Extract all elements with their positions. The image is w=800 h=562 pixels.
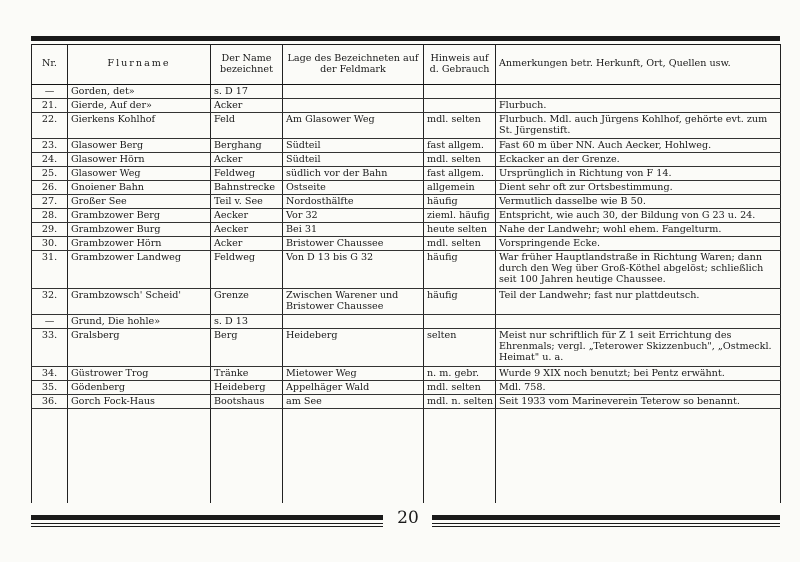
row-anmerkungen: Seit 1933 vom Marineverein Teterow so benannt.	[496, 395, 781, 409]
row-bezeichnet: Berghang	[211, 139, 283, 153]
row-bezeichnet: Feld	[211, 113, 283, 139]
row-bezeichnet	[211, 409, 283, 504]
row-nr: 34.	[32, 367, 68, 381]
table-row	[32, 251, 781, 289]
row-lage: Südteil	[283, 153, 424, 167]
row-anmerkungen	[496, 315, 781, 329]
header-nr: Nr.	[32, 44, 68, 85]
row-lage: Vor 32	[283, 209, 424, 223]
row-lage: Am Glasower Weg	[283, 113, 424, 139]
row-nr: 29.	[32, 223, 68, 237]
row-anmerkungen: Mdl. 758.	[496, 381, 781, 395]
row-hinweis: mdl. selten	[424, 381, 496, 395]
row-flurname: Grambzower Hörn	[68, 237, 211, 251]
row-anmerkungen: Fast 60 m über NN. Auch Aecker, Hohlweg.	[496, 139, 781, 153]
row-nr: 24.	[32, 153, 68, 167]
row-flurname: Glasower Berg	[68, 139, 211, 153]
row-bezeichnet: s. D 13	[211, 315, 283, 329]
row-anmerkungen: Teil der Landwehr; fast nur plattdeutsch.	[496, 289, 781, 315]
row-bezeichnet: Tränke	[211, 367, 283, 381]
row-anmerkungen: Nahe der Landwehr; wohl ehem. Fangelturm.	[496, 223, 781, 237]
top-rule	[31, 36, 780, 41]
header-bezeichnet: Der Name bezeichnet	[211, 44, 283, 85]
row-flurname: Großer See	[68, 195, 211, 209]
row-anmerkungen: Eckacker an der Grenze.	[496, 153, 781, 167]
table-row	[32, 381, 781, 395]
header-anmerkungen: Anmerkungen betr. Herkunft, Ort, Quellen usw.	[496, 44, 781, 85]
row-hinweis: mdl. n. selten	[424, 395, 496, 409]
row-bezeichnet: Aecker	[211, 223, 283, 237]
row-anmerkungen: Wurde 9 XIX noch benutzt; bei Pentz erwähnt.	[496, 367, 781, 381]
row-flurname: Gralsberg	[68, 329, 211, 367]
row-nr: 31.	[32, 251, 68, 289]
row-lage	[283, 409, 424, 504]
table-row	[32, 223, 781, 237]
row-bezeichnet: Heideberg	[211, 381, 283, 395]
row-hinweis: allgemein	[424, 181, 496, 195]
footer-rule-left	[31, 515, 383, 527]
table-row	[32, 139, 781, 153]
row-nr: 36.	[32, 395, 68, 409]
row-nr: 35.	[32, 381, 68, 395]
row-bezeichnet: Bootshaus	[211, 395, 283, 409]
table-row	[32, 237, 781, 251]
row-bezeichnet: s. D 17	[211, 85, 283, 99]
row-bezeichnet: Acker	[211, 237, 283, 251]
row-nr: 32.	[32, 289, 68, 315]
table-row	[32, 153, 781, 167]
table-header-row	[32, 44, 781, 85]
row-flurname: Gorden, det»	[68, 85, 211, 99]
row-anmerkungen: Meist nur schriftlich für Z 1 seit Errichtung des Ehrenmals; vergl. „Teterower Skizzenbuch", „Ostmeckl. Heimat" u. a.	[496, 329, 781, 367]
row-flurname: Grambzower Burg	[68, 223, 211, 237]
row-hinweis	[424, 99, 496, 113]
row-nr: 25.	[32, 167, 68, 181]
table-row	[32, 167, 781, 181]
row-lage: Zwischen Warener und Bristower Chaussee	[283, 289, 424, 315]
header-lage: Lage des Bezeichneten auf der Feldmark	[283, 44, 424, 85]
table-row	[32, 289, 781, 315]
row-lage: südlich vor der Bahn	[283, 167, 424, 181]
row-anmerkungen: Flurbuch.	[496, 99, 781, 113]
table-row	[32, 99, 781, 113]
row-flurname	[68, 409, 211, 504]
row-anmerkungen: Entspricht, wie auch 30, der Bildung von G 23 u. 24.	[496, 209, 781, 223]
table-row	[32, 409, 781, 504]
row-lage: Appelhäger Wald	[283, 381, 424, 395]
row-flurname: Gorch Fock-Haus	[68, 395, 211, 409]
row-lage: Ostseite	[283, 181, 424, 195]
table-row	[32, 195, 781, 209]
row-lage	[283, 315, 424, 329]
field-name-table	[31, 44, 781, 503]
row-hinweis: fast allgem.	[424, 139, 496, 153]
row-hinweis: mdl. selten	[424, 237, 496, 251]
row-lage: Von D 13 bis G 32	[283, 251, 424, 289]
row-flurname: Güstrower Trog	[68, 367, 211, 381]
row-anmerkungen: Dient sehr oft zur Ortsbestimmung.	[496, 181, 781, 195]
row-hinweis: mdl. selten	[424, 153, 496, 167]
header-flurname: Flurname	[68, 44, 211, 85]
row-anmerkungen: Ursprünglich in Richtung von F 14.	[496, 167, 781, 181]
row-nr: 28.	[32, 209, 68, 223]
row-bezeichnet: Feldweg	[211, 251, 283, 289]
table-row	[32, 181, 781, 195]
row-lage	[283, 99, 424, 113]
row-lage: Mietower Weg	[283, 367, 424, 381]
row-flurname: Grambzowsch' Scheid'	[68, 289, 211, 315]
header-hinweis: Hinweis auf d. Gebrauch	[424, 44, 496, 85]
row-bezeichnet: Berg	[211, 329, 283, 367]
row-nr: —	[32, 85, 68, 99]
row-bezeichnet: Aecker	[211, 209, 283, 223]
row-nr: 21.	[32, 99, 68, 113]
row-hinweis: häufig	[424, 195, 496, 209]
row-lage: Nordosthälfte	[283, 195, 424, 209]
row-nr: 23.	[32, 139, 68, 153]
row-hinweis	[424, 85, 496, 99]
row-hinweis: selten	[424, 329, 496, 367]
table-row	[32, 395, 781, 409]
row-flurname: Gnoiener Bahn	[68, 181, 211, 195]
row-bezeichnet: Bahnstrecke	[211, 181, 283, 195]
table-row	[32, 113, 781, 139]
row-lage	[283, 85, 424, 99]
row-hinweis: fast allgem.	[424, 167, 496, 181]
row-hinweis	[424, 409, 496, 504]
row-anmerkungen: Vermutlich dasselbe wie B 50.	[496, 195, 781, 209]
row-lage: am See	[283, 395, 424, 409]
row-anmerkungen	[496, 85, 781, 99]
row-bezeichnet: Acker	[211, 153, 283, 167]
footer-rule-right	[432, 515, 780, 527]
table-row	[32, 329, 781, 367]
row-bezeichnet: Teil v. See	[211, 195, 283, 209]
row-flurname: Gödenberg	[68, 381, 211, 395]
row-nr	[32, 409, 68, 504]
row-anmerkungen: Flurbuch. Mdl. auch Jürgens Kohlhof, gehörte evt. zum St. Jürgenstift.	[496, 113, 781, 139]
row-nr: 33.	[32, 329, 68, 367]
row-nr: —	[32, 315, 68, 329]
row-hinweis: heute selten	[424, 223, 496, 237]
table-row	[32, 315, 781, 329]
row-flurname: Glasower Hörn	[68, 153, 211, 167]
row-anmerkungen: War früher Hauptlandstraße in Richtung Waren; dann durch den Weg über Groß-Köthel abgelöst; schließlich seit 100 Jahren heutige Chaussee.	[496, 251, 781, 289]
row-flurname: Grund, Die hohle»	[68, 315, 211, 329]
table-row	[32, 85, 781, 99]
row-lage: Südteil	[283, 139, 424, 153]
table-row	[32, 209, 781, 223]
row-flurname: Grambzower Landweg	[68, 251, 211, 289]
row-anmerkungen	[496, 409, 781, 504]
row-lage: Bei 31	[283, 223, 424, 237]
row-flurname: Glasower Weg	[68, 167, 211, 181]
row-flurname: Grambzower Berg	[68, 209, 211, 223]
row-anmerkungen: Vorspringende Ecke.	[496, 237, 781, 251]
page-number: 20	[397, 508, 419, 528]
row-hinweis: häufig	[424, 289, 496, 315]
row-hinweis: mdl. selten	[424, 113, 496, 139]
row-nr: 30.	[32, 237, 68, 251]
row-hinweis: n. m. gebr.	[424, 367, 496, 381]
row-bezeichnet: Feldweg	[211, 167, 283, 181]
row-hinweis: häufig	[424, 251, 496, 289]
row-flurname: Gierde, Auf der»	[68, 99, 211, 113]
row-lage: Heideberg	[283, 329, 424, 367]
row-flurname: Gierkens Kohlhof	[68, 113, 211, 139]
row-bezeichnet: Grenze	[211, 289, 283, 315]
row-bezeichnet: Acker	[211, 99, 283, 113]
row-nr: 26.	[32, 181, 68, 195]
row-lage: Bristower Chaussee	[283, 237, 424, 251]
table-row	[32, 367, 781, 381]
row-nr: 27.	[32, 195, 68, 209]
row-hinweis: zieml. häufig	[424, 209, 496, 223]
row-nr: 22.	[32, 113, 68, 139]
row-hinweis	[424, 315, 496, 329]
